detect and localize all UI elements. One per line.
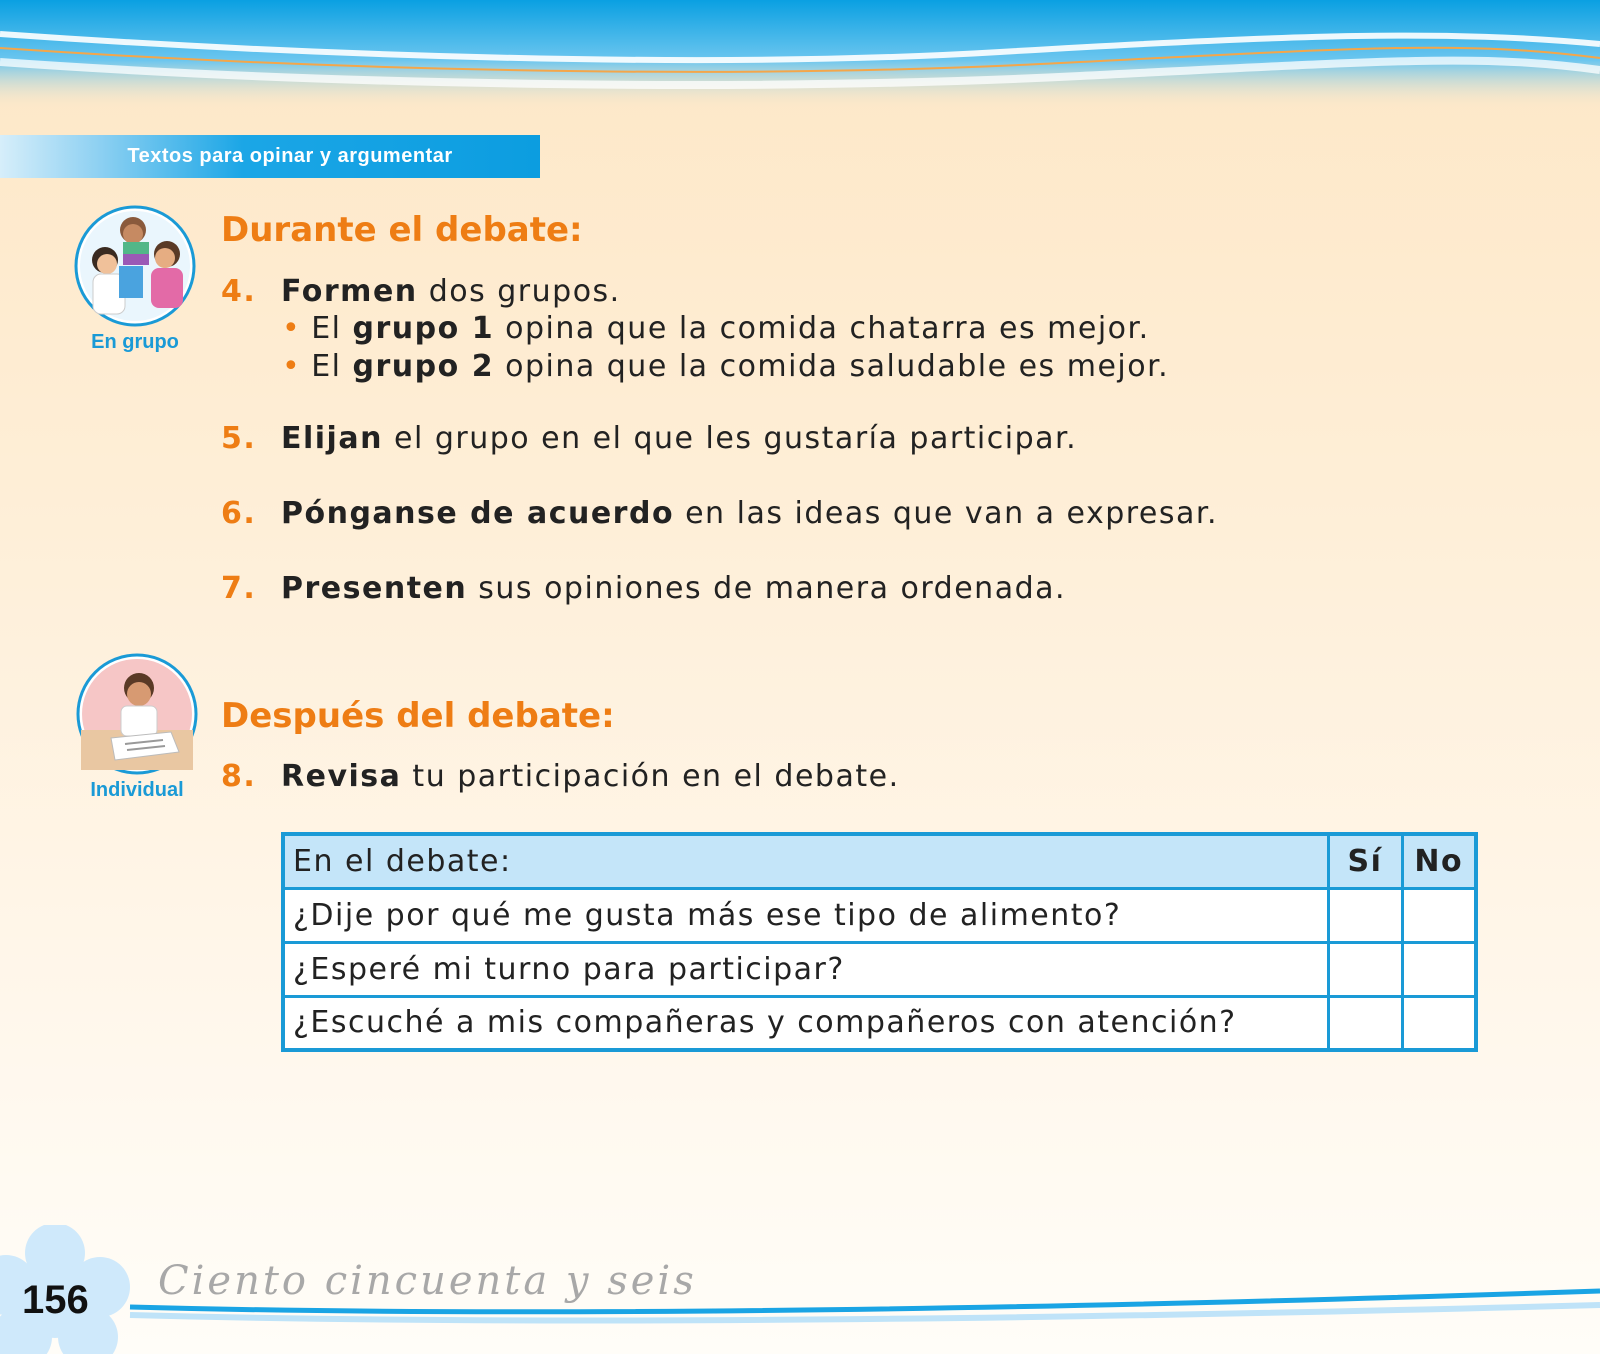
page-number: 156 [22,1278,89,1322]
no-checkbox-cell[interactable] [1402,888,1476,942]
bullet-dot: • [282,349,302,384]
during-debate-heading: Durante el debate: [221,210,583,250]
question-cell: ¿Escuché a mis compañeras y compañeros con atención? [283,996,1328,1050]
individual-activity-badge [72,652,202,802]
question-cell: ¿Dije por qué me gusta más ese tipo de alimento? [283,888,1328,942]
student-writing-icon [75,652,199,776]
list-item-5: 5. Elijan el grupo en el que les gustaría participar. [221,421,1078,456]
self-evaluation-table [281,832,1478,1052]
yes-checkbox-cell[interactable] [1328,942,1402,996]
page-number-words: Ciento cincuenta y seis [158,1258,697,1304]
table-row [283,888,1476,942]
list-item-7: 7. Presenten sus opiniones de manera ordenada. [221,571,1067,606]
bullet-group-2: • El grupo 2 opina que la comida saludable es mejor. [282,349,1170,384]
section-banner [0,135,540,178]
group-children-icon [73,204,197,328]
table-row [283,942,1476,996]
after-debate-heading: Después del debate: [221,696,615,736]
bullet-dot: • [282,311,302,346]
group-activity-badge [70,204,200,354]
group-activity-label: En grupo [91,331,179,353]
table-row [283,996,1476,1050]
question-cell: ¿Esperé mi turno para participar? [283,942,1328,996]
no-checkbox-cell[interactable] [1402,942,1476,996]
yes-checkbox-cell[interactable] [1328,996,1402,1050]
list-item-4: 4. Formen dos grupos. [221,274,621,309]
individual-activity-label: Individual [90,779,184,801]
no-checkbox-cell[interactable] [1402,996,1476,1050]
table-header-yes: Sí [1328,834,1402,888]
list-item-8: 8. Revisa tu participación en el debate. [221,759,900,794]
bullet-group-1: • El grupo 1 opina que la comida chatarra es mejor. [282,311,1150,346]
table-header-row [283,834,1476,888]
yes-checkbox-cell[interactable] [1328,888,1402,942]
table-header-label: En el debate: [283,834,1328,888]
table-header-no: No [1402,834,1476,888]
section-banner-title: Textos para opinar y argumentar [127,145,453,167]
list-item-6: 6. Pónganse de acuerdo en las ideas que van a expresar. [221,496,1219,531]
top-wave-decoration [0,0,1600,110]
